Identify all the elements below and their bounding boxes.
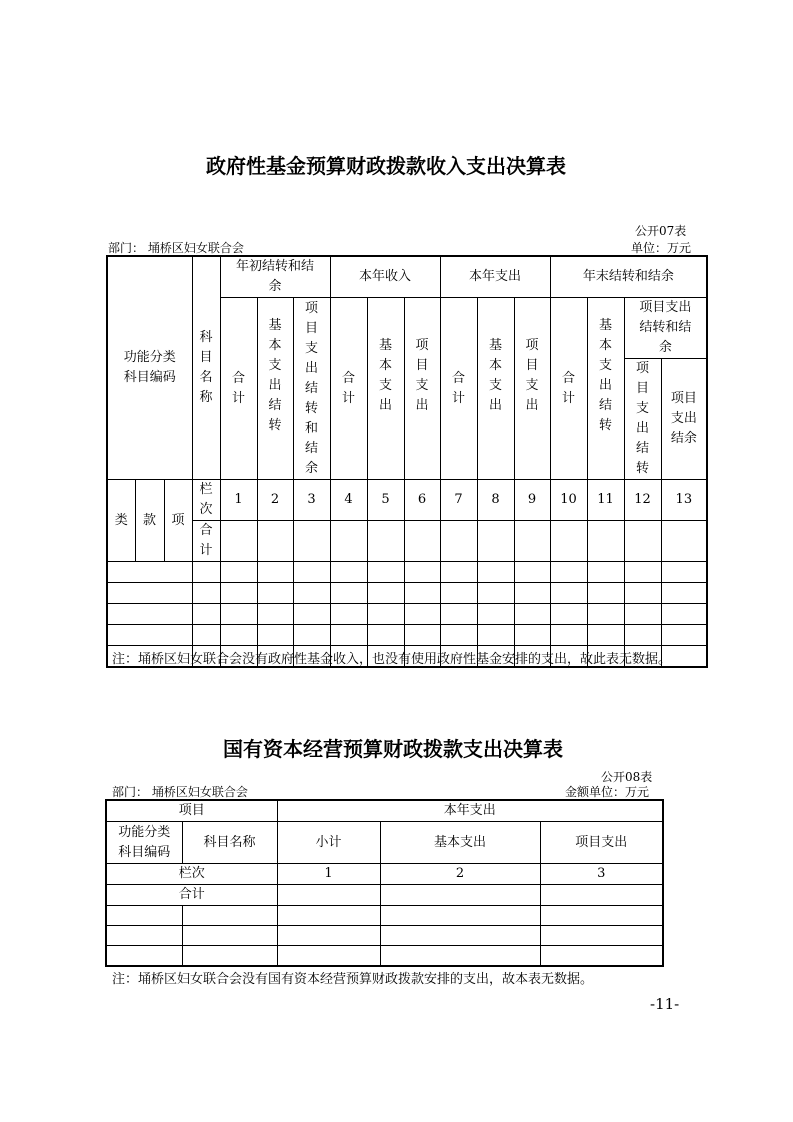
- table1-title: 政府性基金预算财政拨款收入支出决算表: [206, 154, 566, 178]
- t1-closing-total: 合 计: [550, 298, 587, 480]
- t1-col-num: 5: [367, 480, 404, 521]
- table-row: [106, 926, 663, 946]
- page-number: -11-: [650, 995, 680, 1013]
- table2-unit: 金额单位：万元: [565, 785, 650, 799]
- t2-name-header: 科目名称: [182, 822, 277, 864]
- t1-opening-total: 合 计: [220, 298, 257, 480]
- t2-item-header: 项目: [106, 800, 277, 822]
- t1-closing-project-carry: 项 目 支 出 结 转: [624, 359, 661, 480]
- t1-income-total: 合 计: [330, 298, 367, 480]
- t2-year-expense-header: 本年支出: [277, 800, 663, 822]
- t1-col-num: 6: [404, 480, 440, 521]
- table-row: [107, 625, 707, 646]
- t1-income-project: 项 目 支 出: [404, 298, 440, 480]
- table2-form-no: 公开08表: [601, 770, 653, 784]
- table-row: [107, 521, 707, 562]
- t2-lanci: 栏次: [106, 864, 277, 885]
- t1-col-num: 11: [587, 480, 624, 521]
- table2-dept: 部门： 埇桥区妇女联合会: [112, 785, 248, 799]
- t1-expense-total: 合 计: [440, 298, 477, 480]
- t1-col-num: 2: [257, 480, 293, 521]
- t1-name-header: 科 目 名 称: [192, 256, 220, 480]
- t1-group-expense: 本年支出: [440, 256, 550, 298]
- t1-total-label: 合 计: [192, 521, 220, 562]
- t2-col-num: 1: [277, 864, 380, 885]
- t1-xiang-header: 项: [164, 480, 192, 562]
- t1-kuan-header: 款: [135, 480, 164, 562]
- table-row: [107, 562, 707, 583]
- table2-title: 国有资本经营预算财政拨款支出决算表: [223, 737, 563, 761]
- t2-col-num: 2: [380, 864, 540, 885]
- t1-col-num: 1: [220, 480, 257, 521]
- t2-basic-header: 基本支出: [380, 822, 540, 864]
- t1-closing-project-balance: 项目 支出 结余: [661, 359, 707, 480]
- table-row: [106, 885, 663, 906]
- t1-group-closing: 年末结转和结余: [550, 256, 707, 298]
- table-row: [107, 604, 707, 625]
- t1-opening-project: 项 目 支 出 结 转 和 结 余: [293, 298, 330, 480]
- t1-group-opening: 年初结转和结 余: [220, 256, 330, 298]
- t1-closing-basic: 基 本 支 出 结 转: [587, 298, 624, 480]
- t1-group-income: 本年收入: [330, 256, 440, 298]
- t1-col-num: 12: [624, 480, 661, 521]
- t1-col-num: 3: [293, 480, 330, 521]
- table1-unit: 单位：万元: [631, 241, 692, 255]
- t1-col-num: 8: [477, 480, 514, 521]
- t2-func-code-header: 功能分类 科目编码: [106, 822, 182, 864]
- t1-col-num: 10: [550, 480, 587, 521]
- table-row: [107, 583, 707, 604]
- t1-col-num: 7: [440, 480, 477, 521]
- table2: [105, 799, 664, 967]
- table1-note: 注：埇桥区妇女联合会没有政府性基金收入，也没有使用政府性基金安排的支出，故此表无数据。: [112, 652, 672, 667]
- t2-col-num: 3: [540, 864, 663, 885]
- t1-expense-basic: 基 本 支 出: [477, 298, 514, 480]
- t1-income-basic: 基 本 支 出: [367, 298, 404, 480]
- t1-lei-header: 类: [107, 480, 135, 562]
- table1: [106, 255, 708, 668]
- table2-note: 注：埇桥区妇女联合会没有国有资本经营预算财政拨款安排的支出，故本表无数据。: [112, 972, 594, 987]
- t1-opening-basic: 基 本 支 出 结 转: [257, 298, 293, 480]
- t2-total-label: 合计: [106, 885, 277, 906]
- table1-dept: 部门： 埇桥区妇女联合会: [108, 241, 244, 255]
- t1-closing-project-group: 项目支出 结转和结 余: [624, 298, 707, 359]
- t1-func-code-header: 功能分类 科目编码: [107, 256, 192, 480]
- t1-col-num: 4: [330, 480, 367, 521]
- t1-col-num: 9: [514, 480, 550, 521]
- t1-expense-project: 项 目 支 出: [514, 298, 550, 480]
- t2-project-header: 项目支出: [540, 822, 663, 864]
- t1-col-num: 13: [661, 480, 707, 521]
- t1-lanci: 栏 次: [192, 480, 220, 521]
- table-row: [106, 906, 663, 926]
- table-row: [106, 946, 663, 966]
- t2-subtotal-header: 小计: [277, 822, 380, 864]
- table1-form-no: 公开07表: [635, 224, 687, 238]
